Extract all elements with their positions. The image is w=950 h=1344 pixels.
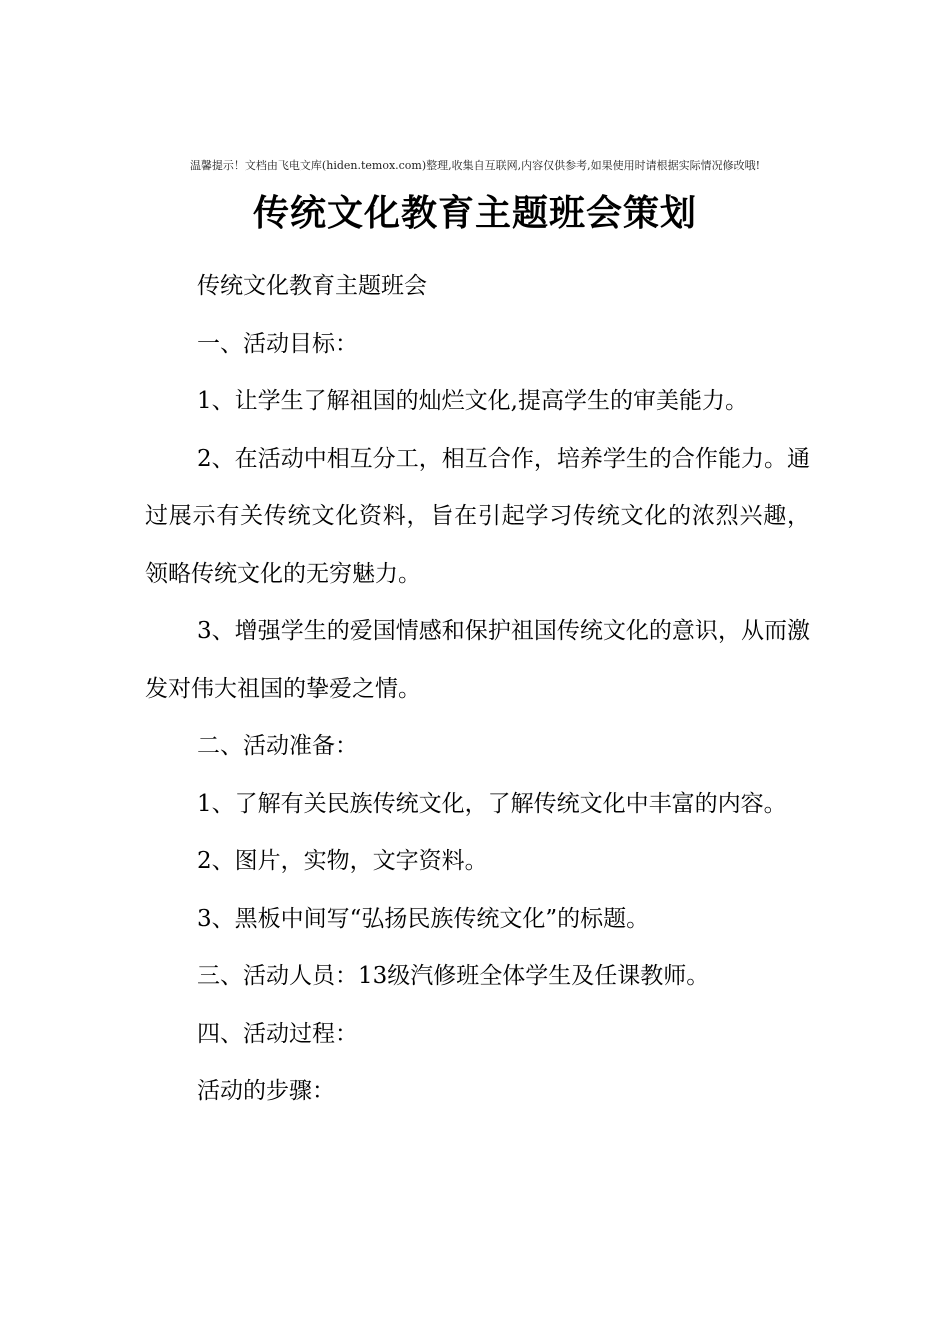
paragraph-subtitle: 传统文化教育主题班会 [197,273,427,299]
paragraph-goal-2: 2、在活动中相互分工，相互合作，培养学生的合作能力。通过展示有关传统文化资料，旨在引起学习传统文化的浓烈兴趣，领略传统文化的无穷魅力。 [145,445,810,587]
paragraph-section-goals: 一、活动目标： [197,330,358,357]
paragraph-steps: 活动的步骤： [197,1078,335,1104]
paragraph-goal-1: 1、让学生了解祖国的灿烂文化,提高学生的审美能力。 [197,388,748,414]
document-body [145,258,810,1121]
paragraph-section-participants: 三、活动人员：13级汽修班全体学生及任课教师。 [197,963,710,989]
paragraph-section-preparation: 二、活动准备： [197,733,358,759]
paragraph-prep-2: 2、图片，实物，文字资料。 [197,848,488,874]
document-title: 传统文化教育主题班会策划 [252,192,697,234]
header-notice: 温馨提示！文档由飞电文库(hiden.temox.com)整理,收集自互联网,内容仅供参考,如果使用时请根据实际情况修改哦! [189,159,761,172]
paragraph-goal-3: 3、增强学生的爱国情感和保护祖国传统文化的意识，从而激发对伟大祖国的挚爱之情。 [145,618,810,702]
paragraph-prep-3: 3、黑板中间写“弘扬民族传统文化”的标题。 [197,905,650,932]
paragraph-prep-1: 1、了解有关民族传统文化，了解传统文化中丰富的内容。 [197,790,787,817]
paragraph-section-process: 四、活动过程： [197,1020,358,1047]
